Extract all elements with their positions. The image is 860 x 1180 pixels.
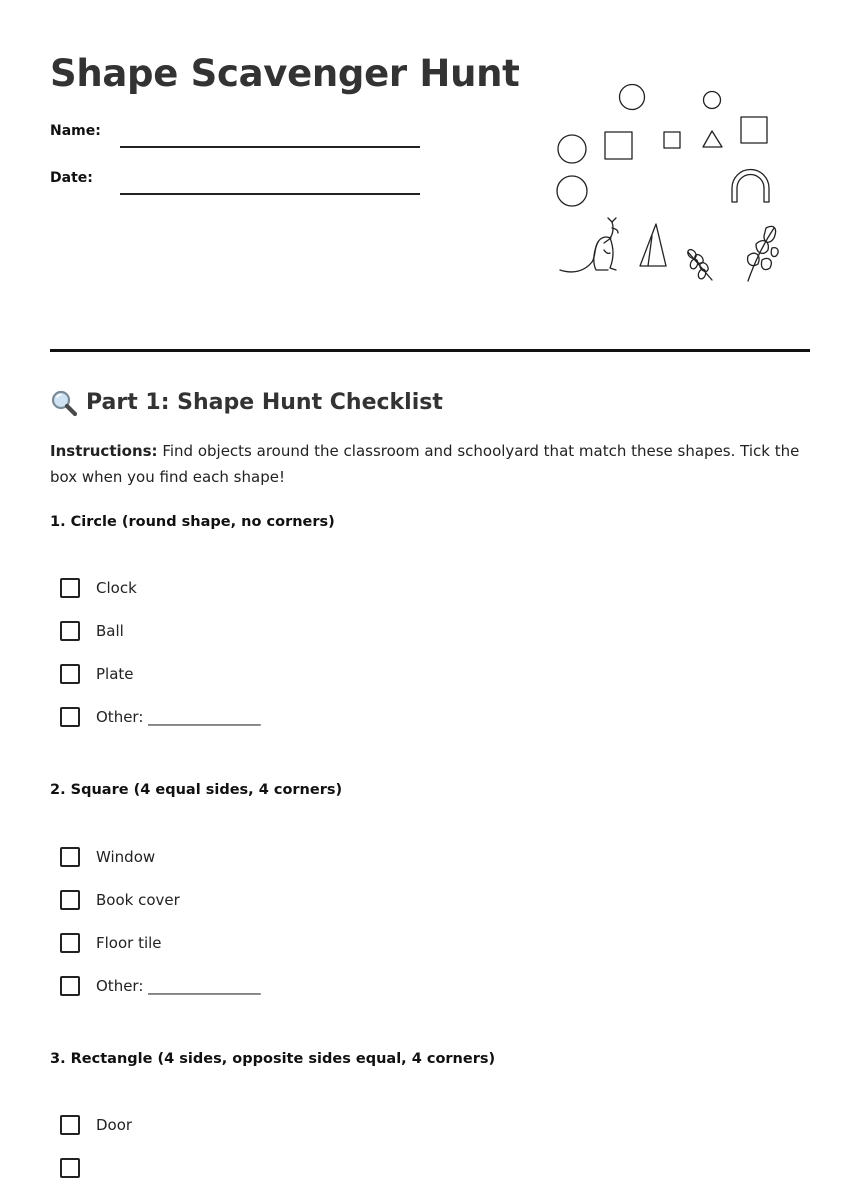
group-heading-rectangle: 3. Rectangle (4 sides, opposite sides equal, 4 corners) xyxy=(50,1051,496,1067)
checklist-item xyxy=(60,1113,132,1137)
instructions-label: Instructions: xyxy=(50,442,158,460)
checklist-item xyxy=(60,888,180,912)
group-heading-circle: 1. Circle (round shape, no corners) xyxy=(50,514,335,530)
checkbox[interactable] xyxy=(60,1115,80,1135)
checkbox[interactable] xyxy=(60,847,80,867)
checkbox[interactable] xyxy=(60,890,80,910)
magnifying-glass-icon xyxy=(50,389,78,417)
instructions-text: Find objects around the classroom and schoolyard that match these shapes. Tick the box when you find each shape! xyxy=(50,442,800,486)
checklist-item-partial xyxy=(60,1156,80,1180)
item-label: Other: _______________ xyxy=(96,708,261,726)
item-label: Clock xyxy=(96,579,137,597)
date-line[interactable] xyxy=(120,193,420,195)
group-heading-square: 2. Square (4 equal sides, 4 corners) xyxy=(50,782,343,798)
section-divider xyxy=(50,349,810,352)
checkbox[interactable] xyxy=(60,1158,80,1178)
checkbox[interactable] xyxy=(60,664,80,684)
name-field-row xyxy=(50,122,420,140)
date-label: Date: xyxy=(50,170,93,186)
name-label: Name: xyxy=(50,123,101,139)
page-title: Shape Scavenger Hunt xyxy=(50,52,520,95)
part1-heading xyxy=(50,388,443,418)
item-label: Floor tile xyxy=(96,934,162,952)
item-label: Door xyxy=(96,1116,133,1134)
checkbox[interactable] xyxy=(60,578,80,598)
checklist-item xyxy=(60,705,261,729)
date-field-row xyxy=(50,169,420,187)
name-line[interactable] xyxy=(120,146,420,148)
checkbox[interactable] xyxy=(60,933,80,953)
checklist-item xyxy=(60,974,261,998)
checklist-item xyxy=(60,576,137,600)
checklist-item xyxy=(60,931,162,955)
item-label: Other: _______________ xyxy=(96,977,261,995)
checklist-item xyxy=(60,662,134,686)
checklist-item xyxy=(60,845,155,869)
part1-heading-text: Part 1: Shape Hunt Checklist xyxy=(86,390,443,415)
item-label: Book cover xyxy=(96,891,180,909)
checkbox[interactable] xyxy=(60,976,80,996)
item-label: Plate xyxy=(96,665,134,683)
checklist-item xyxy=(60,619,124,643)
instructions xyxy=(50,438,810,490)
shapes-clipart-icon xyxy=(552,78,784,288)
item-label: Ball xyxy=(96,622,124,640)
checkbox[interactable] xyxy=(60,621,80,641)
checkbox[interactable] xyxy=(60,707,80,727)
item-label: Window xyxy=(96,848,156,866)
